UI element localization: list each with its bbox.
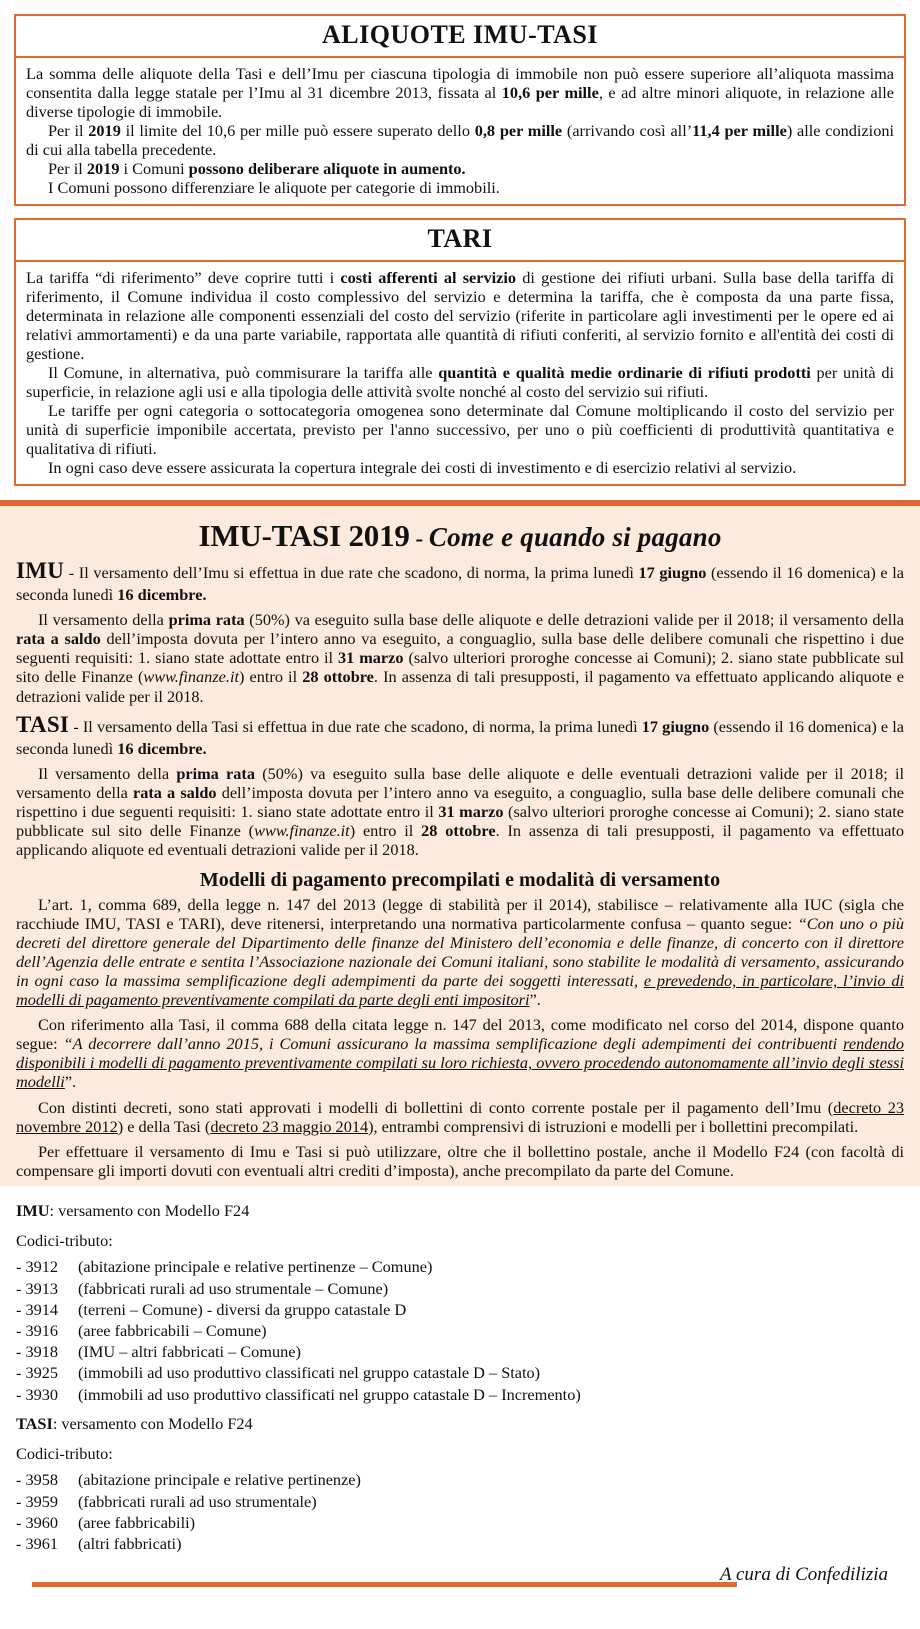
panel-tari-header bbox=[16, 220, 904, 262]
list-item bbox=[16, 1362, 904, 1383]
paragraph: In ogni caso deve essere assicurata la copertura integrale dei costi di investimento e di esercizio relativi al servizio. bbox=[48, 458, 797, 478]
imu-body-paragraph: Il versamento della prima rata (50%) va eseguito sulla base delle aliquote e delle detrazioni valide per il 2018; il versamento della rata a saldo dell’imposta dovuta per l’intero anno va eseguito, a conguaglio, sulla base delle delibere comunali che rispettino i due seguenti requisiti: 1. siano state adottate entro il 31 marzo (salvo ulteriori proroghe concesse ai Comuni); 2. siano state pubblicate sul sito delle Finanze (www.finanze.it) entro il 28 ottobre. In assenza di tali presupposti, il pagamento va effettuato applicando aliquote e detrazioni valide per il 2018. bbox=[16, 610, 905, 706]
list-item bbox=[16, 1299, 904, 1320]
code-number: - 3925 bbox=[16, 1363, 59, 1383]
tasi-codes-list bbox=[16, 1469, 904, 1554]
tasi-f24-heading: TASI: versamento con Modello F24 bbox=[16, 1413, 253, 1433]
code-description: (aree fabbricabili – Comune) bbox=[78, 1320, 267, 1340]
panel-aliquote-imu-tasi bbox=[14, 14, 906, 206]
section-codici-tributo bbox=[0, 1186, 920, 1594]
footer-credit: A cura di Confedilizia bbox=[719, 1564, 888, 1586]
panel-aliquote-body bbox=[16, 58, 904, 204]
modelli-paragraph: L’art. 1, comma 689, della legge n. 147 del 2013 (legge di stabilità per il 2014), stabilisce – relativamente alla IUC (sigla che racchiude IMU, TASI e TARI), deve ritenersi, interpretando una normativa particolarmente confusa – quanto segue: “Con uno o più decreti del direttore generale del Dipartimento delle finanze del Ministero dell’economia e delle finanze, di concerto con il direttore dell’Agenzia delle entrate e sentita l’Associazione nazionale dei Comuni italiani, sono stabilite le modalità di versamento, assicurando in ogni caso la massima semplificazione degli adempimenti da parte dei soggetti interessati, e prevedendo, in particolare, l’invio di modelli di pagamento preventivamente compilati da parte degli enti impositori”. bbox=[16, 894, 904, 1010]
footer bbox=[32, 1564, 888, 1594]
code-description: (fabbricati rurali ad uso strumentale – Comune) bbox=[78, 1278, 389, 1298]
subheading-modelli: Modelli di pagamento precompilati e modalità di versamento bbox=[199, 868, 721, 891]
list-item bbox=[16, 1533, 904, 1554]
code-number: - 3959 bbox=[16, 1491, 59, 1511]
panel-tari bbox=[14, 218, 906, 486]
page-title: ALIQUOTE IMU-TASI bbox=[321, 20, 598, 49]
section-heading bbox=[16, 518, 904, 554]
imu-f24-heading: IMU: versamento con Modello F24 bbox=[16, 1200, 250, 1220]
code-description: (terreni – Comune) - diversi da gruppo catastale D bbox=[78, 1299, 407, 1319]
section-heading-italic: Come e quando si pagano bbox=[428, 522, 722, 553]
imu-codici-label: Codici-tributo: bbox=[16, 1230, 113, 1250]
paragraph: La tariffa “di riferimento” deve coprire tutti i costi afferenti al servizio di gestione dei rifiuti urbani. Sulla base della tariffa di riferimento, il Comune individua il costo complessivo del servizio e determina la tariffa, che è composta da una parte fissa, determinata in relazione alle componenti essenziali del costo del servizio (riferite in particolare agli investimenti per le opere ed ai relativi ammortamenti) e da una parte variabile, rapportata alle quantità di rifiuti conferiti, al servizio fornito e all'entità dei costi di gestione. bbox=[26, 268, 894, 364]
footer-divider bbox=[32, 1582, 737, 1587]
code-number: - 3912 bbox=[16, 1257, 59, 1277]
list-item bbox=[16, 1256, 904, 1277]
modelli-paragraph: Con distinti decreti, sono stati approvati i modelli di bollettini di conto corrente postale per il pagamento dell’Imu (decreto 23 novembre 2012) e della Tasi (decreto 23 maggio 2014), entrambi comprensivi di istruzioni e modelli per i bollettini precompilati. bbox=[16, 1097, 904, 1136]
imu-label: IMU bbox=[16, 558, 65, 584]
modelli-paragraph: Per effettuare il versamento di Imu e Tasi si può utilizzare, oltre che il bollettino postale, anche il Modello F24 (con facoltà di compensare gli importi dovuti con eventuali altri crediti d’imposta), anche precompilato da parte del Comune. bbox=[16, 1141, 904, 1180]
document-page bbox=[0, 14, 920, 1629]
imu-intro-paragraph bbox=[16, 558, 904, 604]
paragraph: Per il 2019 il limite del 10,6 per mille può essere superato dello 0,8 per mille (arrivando così all’11,4 per mille) alle condizioni di cui alla tabella precedente. bbox=[26, 121, 895, 160]
imu-codes-list bbox=[16, 1256, 904, 1404]
paragraph: I Comuni possono differenziare le aliquote per categorie di immobili. bbox=[48, 178, 500, 198]
list-item bbox=[16, 1512, 904, 1533]
code-description: (IMU – altri fabbricati – Comune) bbox=[78, 1342, 301, 1362]
code-description: (altri fabbricati) bbox=[78, 1533, 182, 1553]
tasi-intro-text: - Il versamento della Tasi si effettua in due rate che scadono, di norma, la prima lunedì 17 giugno (essendo il 16 domenica) e la seconda lunedì 16 dicembre. bbox=[16, 716, 904, 758]
list-item bbox=[16, 1341, 904, 1362]
code-description: (abitazione principale e relative pertinenze) bbox=[78, 1470, 361, 1490]
panel-aliquote-header bbox=[16, 16, 904, 58]
imu-intro-text: - Il versamento dell’Imu si effettua in due rate che scadono, di norma, la prima lunedì 17 giugno (essendo il 16 domenica) e la seconda lunedì 16 dicembre. bbox=[16, 563, 904, 605]
code-number: - 3914 bbox=[16, 1299, 59, 1319]
section-heading-main: IMU-TASI 2019 bbox=[198, 518, 410, 554]
paragraph: Per il 2019 i Comuni possono deliberare aliquote in aumento. bbox=[48, 159, 466, 179]
section-imu-tasi-2019 bbox=[0, 500, 920, 1185]
code-description: (aree fabbricabili) bbox=[78, 1512, 196, 1532]
modelli-paragraph: Con riferimento alla Tasi, il comma 688 della citata legge n. 147 del 2013, come modificato nel corso del 2014, dispone quanto segue: “A decorrere dall’anno 2015, i Comuni assicurano la massima semplificazione degli adempimenti dei contribuenti rendendo disponibili i modelli di pagamento preventivamente compilati su loro richiesta, ovvero procedendo autonomamente all’invio degli stessi modelli”. bbox=[16, 1015, 904, 1092]
section-heading-dash: - bbox=[409, 526, 429, 552]
tasi-label: TASI bbox=[16, 711, 70, 737]
code-description: (immobili ad uso produttivo classificati nel gruppo catastale D – Stato) bbox=[78, 1363, 541, 1383]
tasi-body-paragraph: Il versamento della prima rata (50%) va eseguito sulla base delle aliquote e delle eventuali detrazioni valide per il 2018; il versamento della rata a saldo dell’imposta dovuta per l’intero anno va eseguito, a conguaglio, sulla base delle delibere comunali che rispettino i due seguenti requisiti: 1. siano state adottate entro il 31 marzo (salvo ulteriori proroghe concesse ai Comuni); 2. siano state pubblicate sul sito delle Finanze (www.finanze.it) entro il 28 ottobre. In assenza di tali presupposti, il pagamento va effettuato applicando aliquote ed eventuali detrazioni valide per il 2018. bbox=[16, 763, 905, 859]
code-number: - 3918 bbox=[16, 1342, 59, 1362]
paragraph: Le tariffe per ogni categoria o sottocategoria omogenea sono determinate dal Comune moltiplicando il costo del servizio per unità di superficie imponibile accertata, previsto per l'anno successivo, per uno o più coefficienti di produttività quantitativa e qualitativa di rifiuti. bbox=[26, 401, 894, 459]
code-number: - 3961 bbox=[16, 1533, 59, 1553]
list-item bbox=[16, 1384, 904, 1405]
panel-tari-title: TARI bbox=[427, 224, 493, 254]
code-number: - 3913 bbox=[16, 1278, 59, 1298]
list-item bbox=[16, 1469, 904, 1490]
tasi-codici-label: Codici-tributo: bbox=[16, 1443, 113, 1463]
code-description: (fabbricati rurali ad uso strumentale) bbox=[78, 1491, 317, 1511]
code-number: - 3930 bbox=[16, 1384, 59, 1404]
list-item bbox=[16, 1320, 904, 1341]
list-item bbox=[16, 1278, 904, 1299]
code-number: - 3958 bbox=[16, 1470, 59, 1490]
list-item bbox=[16, 1491, 904, 1512]
panel-tari-body bbox=[16, 262, 904, 484]
code-description: (immobili ad uso produttivo classificati nel gruppo catastale D – Incremento) bbox=[78, 1384, 581, 1404]
paragraph: Il Comune, in alternativa, può commisurare la tariffa alle quantità e qualità medie ordinarie di rifiuti prodotti per unità di superficie, in relazione agli usi e alla tipologia delle attività svolte nonché al costo del servizio sui rifiuti. bbox=[26, 363, 894, 402]
code-description: (abitazione principale e relative pertinenze – Comune) bbox=[78, 1257, 433, 1277]
code-number: - 3916 bbox=[16, 1320, 59, 1340]
paragraph: La somma delle aliquote della Tasi e dell’Imu per ciascuna tipologia di immobile non può essere superiore all’aliquota massima consentita dalla legge statale per l’Imu al 31 dicembre 2013, fissata al 10,6 per mille, e ad altre minori aliquote, in relazione alle diverse tipologie di immobile. bbox=[26, 64, 894, 122]
tasi-intro-paragraph bbox=[16, 712, 904, 758]
code-number: - 3960 bbox=[16, 1512, 59, 1532]
